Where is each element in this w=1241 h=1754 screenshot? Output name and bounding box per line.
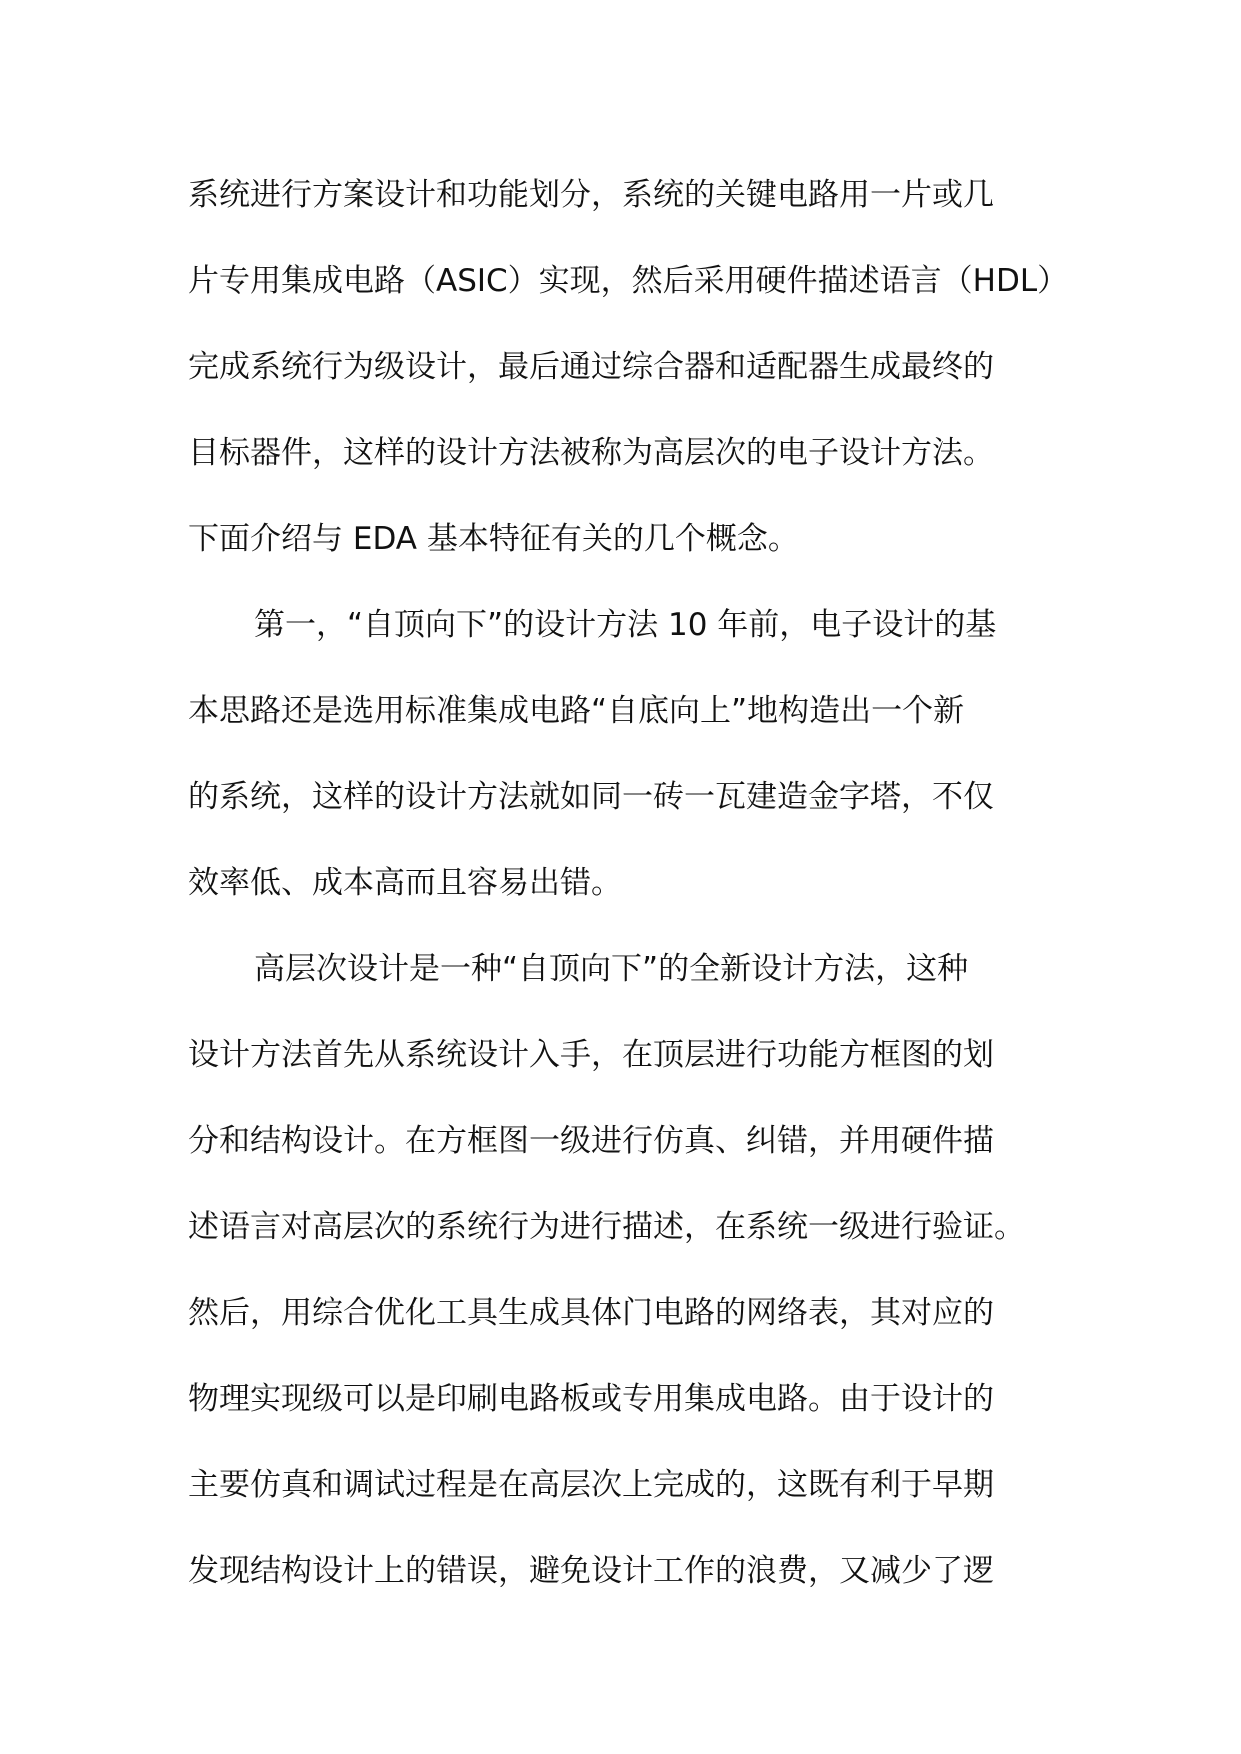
- text-line-3: 完成系统行为级设计，最后通过综合器和适配器生成最终的: [188, 349, 994, 385]
- text-line-13: 述语言对高层次的系统行为进行描述，在系统一级进行验证。: [188, 1209, 1025, 1245]
- text-line-10: 高层次设计是一种“自顶向下”的全新设计方法，这种: [254, 951, 969, 987]
- text-line-17: 发现结构设计上的错误，避免设计工作的浪费，又减少了逻: [188, 1553, 994, 1589]
- text-line-8: 的系统，这样的设计方法就如同一砖一瓦建造金字塔，不仅: [188, 779, 994, 815]
- text-line-16: 主要仿真和调试过程是在高层次上完成的，这既有利于早期: [188, 1467, 994, 1503]
- text-line-4: 目标器件，这样的设计方法被称为高层次的电子设计方法。: [188, 435, 994, 471]
- text-line-12: 分和结构设计。在方框图一级进行仿真、纠错，并用硬件描: [188, 1123, 994, 1159]
- text-line-15: 物理实现级可以是印刷电路板或专用集成电路。由于设计的: [188, 1381, 994, 1417]
- text-line-5: 下面介绍与 EDA 基本特征有关的几个概念。: [188, 521, 799, 557]
- text-line-11: 设计方法首先从系统设计入手，在顶层进行功能方框图的划: [188, 1037, 994, 1073]
- body-text: [188, 152, 1068, 1614]
- text-line-7: 本思路还是选用标准集成电路“自底向上”地构造出一个新: [188, 693, 965, 729]
- text-line-2: 片专用集成电路（ASIC）实现，然后采用硬件描述语言（HDL）: [188, 263, 1069, 299]
- text-line-9: 效率低、成本高而且容易出错。: [188, 865, 622, 901]
- text-line-14: 然后，用综合优化工具生成具体门电路的网络表，其对应的: [188, 1295, 994, 1331]
- text-line-6: 第一，“自顶向下”的设计方法 10 年前，电子设计的基: [254, 607, 997, 643]
- text-line-1: 系统进行方案设计和功能划分，系统的关键电路用一片或几: [188, 177, 994, 213]
